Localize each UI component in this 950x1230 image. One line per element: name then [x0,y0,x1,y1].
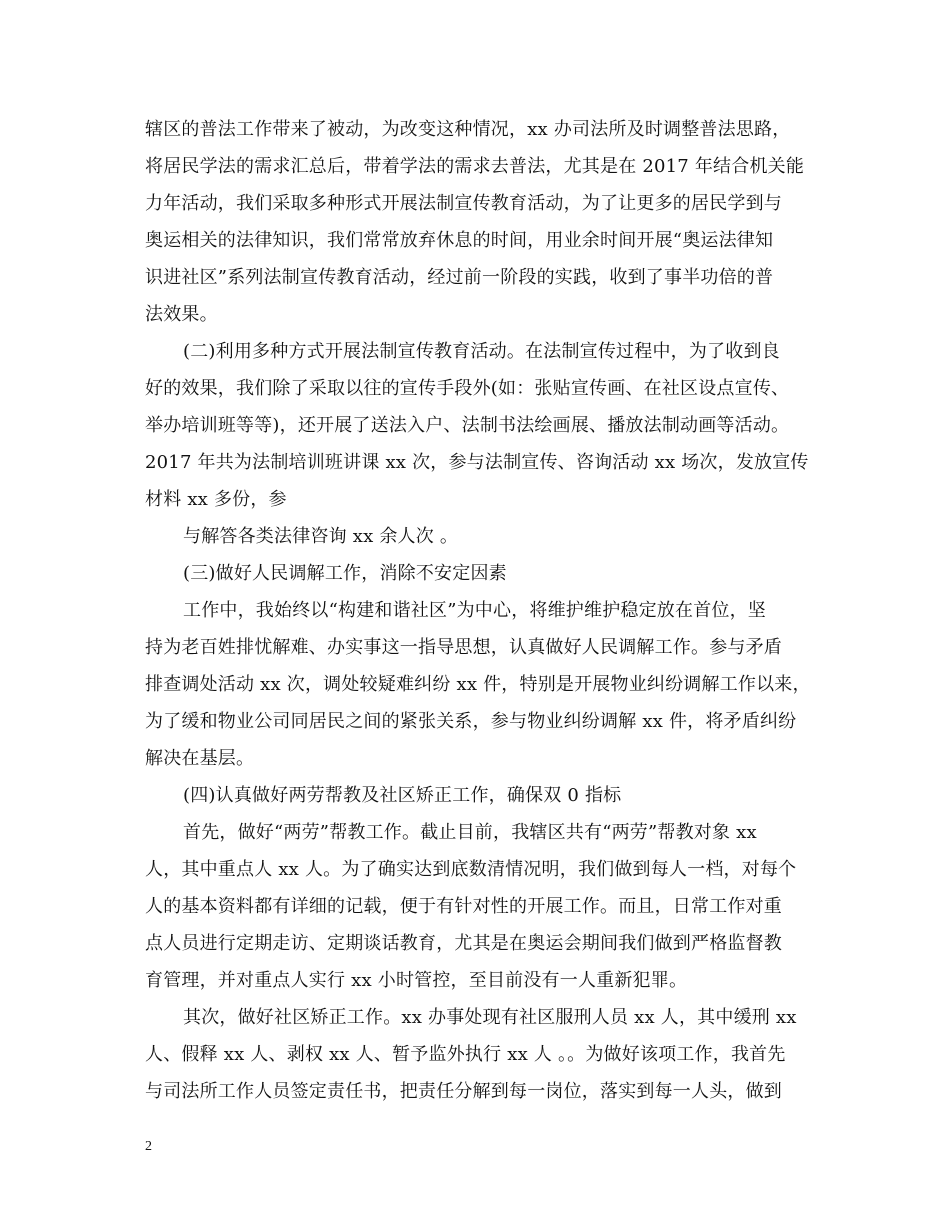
section-heading-three: (三)做好人民调解工作，消除不安定因素 [183,563,507,584]
paragraph-line: 首先，做好“两劳”帮教工作。截止目前，我辖区共有“两劳”帮教对象 xx [183,822,757,843]
section-heading-four: (四)认真做好两劳帮教及社区矫正工作，确保双 0 指标 [183,785,622,806]
paragraph-line: 排查调处活动 xx 次，调处较疑难纠纷 xx 件，特别是开展物业纠纷调解工作以来， [145,674,811,695]
paragraph-line: 好的效果，我们除了采取以往的宣传手段外(如：张贴宣传画、在社区设点宣传、 [145,378,790,399]
paragraph-line: 辖区的普法工作带来了被动，为改变这种情况，xx 办司法所及时调整普法思路， [145,119,791,140]
paragraph-line: 举办培训班等等)，还开展了送法入户、法制书法绘画展、播放法制动画等活动。 [145,415,790,436]
paragraph-line: 育管理，并对重点人实行 xx 小时管控，至目前没有一人重新犯罪。 [145,970,688,991]
paragraph-line: 人、假释 xx 人、剥权 xx 人、暂予监外执行 xx 人 。。为做好该项工作，我首先 [145,1044,786,1065]
paragraph-line: 点人员进行定期走访、定期谈话教育，尤其是在奥运会期间我们做到严格监督教 [145,933,782,954]
paragraph-line: 与司法所工作人员签定责任书，把责任分解到每一岗位，落实到每一人头，做到 [145,1081,782,1102]
paragraph-line: 将居民学法的需求汇总后，带着学法的需求去普法，尤其是在 2017 年结合机关能 [145,156,805,177]
paragraph-line: 2017 年共为法制培训班讲课 xx 次，参与法制宣传、咨询活动 xx 场次，发放宣传 [145,452,809,473]
page-number: 2 [145,1139,152,1154]
paragraph-line: 持为老百姓排忧解难、办实事这一指导思想，认真做好人民调解工作。参与矛盾 [145,637,782,658]
paragraph-line: 与解答各类法律咨询 xx 余人次 。 [183,526,459,547]
paragraph-line: 材料 xx 多份，参 [145,489,287,510]
section-heading-two: (二)利用多种方式开展法制宣传教育活动。在法制宣传过程中，为了收到良 [183,341,780,362]
paragraph-line: 力年活动，我们采取多种形式开展法制宣传教育活动，为了让更多的居民学到与 [145,193,782,214]
paragraph-line: 识进社区”系列法制宣传教育活动，经过前一阶段的实践，收到了事半功倍的普 [145,267,774,288]
paragraph-line: 其次，做好社区矫正工作。xx 办事处现有社区服刑人员 xx 人，其中缓刑 xx [183,1007,797,1028]
paragraph-line: 人的基本资料都有详细的记载，便于有针对性的开展工作。而且，日常工作对重 [145,896,782,917]
paragraph-line: 法效果。 [145,304,218,325]
paragraph-line: 解决在基层。 [145,748,255,769]
paragraph-line: 奥运相关的法律知识，我们常常放弃休息的时间，用业余时间开展“奥运法律知 [145,230,774,251]
paragraph-line: 为了缓和物业公司同居民之间的紧张关系，参与物业纠纷调解 xx 件，将矛盾纠纷 [145,711,797,732]
paragraph-line: 工作中，我始终以“构建和谐社区”为中心，将维护维护稳定放在首位，坚 [183,600,767,621]
paragraph-line: 人，其中重点人 xx 人。为了确实达到底数清情况明，我们做到每人一档，对每个 [145,859,797,880]
